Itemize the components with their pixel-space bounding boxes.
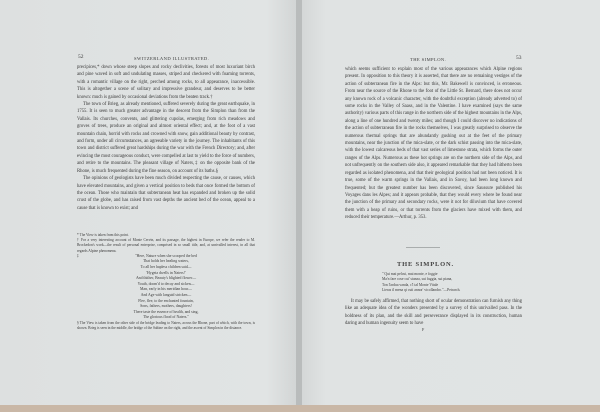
page-number: 53 — [516, 55, 522, 61]
running-head: SWITZERLAND ILLUSTRATED. — [134, 56, 210, 61]
epigraph-line: Lieras il mena qi cuti annor' vicollandro."—Petrarch. — [382, 287, 461, 292]
poem-line: The glorious flood of Naters." — [143, 315, 189, 320]
poem-line: Flee, flee, to the enchanted fountain, — [138, 298, 194, 303]
page-number: 52 — [78, 54, 84, 60]
poem-line: Man, early in his meridian hour— — [140, 287, 192, 292]
epigraph-line: Ton l'ardua vanda, c'l tal Monte Vitale — [382, 282, 439, 287]
paragraph: The town of Brieg, as already mentioned, suffered severely during the great earthquake, in 1755. It is seen to much greater advantage in the descent from the Simplon than from the Vallais. Its churches, convents, and glittering cupolas, emerging from rich meadows and groves of trees, produce an original and almost oriental effect; and, at the foot of a vast mountain chain, horrid with rocks and crowned with snow, gain additional beauty by contrast, and form, under all circumstances, an agreeable variety in the journey. The inhabitants of this town and district suffered great hardships during the war with the French Directory; and, after evincing the most courageous conduct, were compelled at last to yield to the force of numbers, and retire to the mountains. The pleasant village of Naters,‡ on the opposite bank of the Rhone, is much frequented during the fine season, on account of its baths.§ — [77, 102, 255, 174]
poem-line: "Here, Nature when she scooped the bed — [135, 253, 197, 258]
poem-line: That holds her healing waters, — [143, 259, 189, 264]
signature-mark: F — [422, 327, 425, 332]
poem-line: Sons, fathers, mothers, daughters! — [140, 304, 192, 309]
right-page — [302, 0, 600, 405]
poem-line: 'Hygeia dwells in Naters!' — [146, 270, 186, 275]
epigraph-line: Ma'n fare cose cui' stanza, sui fuggia, sui piana, — [382, 277, 453, 282]
poem-line: And Age with languid stricken— — [140, 292, 192, 297]
footnote: † For a very interesting account of Monte Cervin, and its passage, the highest in Europe, we refer the reader to M. Brockedon's work—the result of personal enterprise, comprised in so small title, and, at unrivalled interest, in all that regards Alpine phenomena. — [77, 238, 255, 253]
poem-line: Youth, doom'd to decay and sicken— — [137, 281, 195, 286]
poem-line: To all her hapless children said— — [140, 265, 192, 269]
footnote: * The View is taken from this point. — [77, 233, 129, 237]
paragraph: which seems sufficient to explain most of the various appearances which Alpine regions present. In opposition to this theory it is asserted, that there are no remaining vestiges of the action of subterranean fire in the Alps: but this, Mr. Bakewell is convinced, is erroneous. From near the source of the Rhone to the foot of the Little St. Bernard, there does not occur any known rock of a volcanic character, with the doubtful exception (already adverted to) of some rocks in the Valley of Saass, and in the Valentine. I have examined (says the same authority) various parts of this range in the northern side of the highest mountains in the Alps, along a line of one hundred and twenty miles; and though I could discover no indications of the action of subterranean fire in the rocks themselves, I was greatly surprised to observe the numerous thermal springs that are abundantly gushing out at the feet of the primary mountains, near the junction of the mica-slate, or the dark schist passing into the mica-slate, with the lowest calcareous beds of that vast series of limestone strata, which forms the outer ranges of the Alps. Numerous as these hot springs are on the northern side of the Alps, and not unfrequently on the southern side also, it appeared remarkable that they had hitherto been regarded as isolated phenomena, and that their geological position had not been noticed. It is true, some of the warm springs in the Vallais, and in Savoy, had been long known and frequented; but the greatest number has been discovered, since Saussure published his Voyages dans les Alpes; and it appears probable, that they would every where be found near the junction of the primary and secondary rocks, were it not for diluvium that have covered them with a heap of ruins, or that torrents from the glaciers have mixed with them, and reduced their temperature.—Arthur, p. 353. — [345, 67, 522, 221]
paragraph: It may be safely affirmed, that nothing short of ocular demonstration can furnish any thing like an adequate idea of the wonders presented by a survey of this unrivalled pass. In the boldness of its plan, and the skill and perseverance displayed in its construction, human daring and human ingenuity seem to have — [345, 299, 522, 327]
poem-line: There taste the essence of health, and sing, — [133, 309, 199, 314]
body-text — [77, 64, 255, 212]
footnotes: * The View is taken from this point. † For a very interesting account of Monte Cervin, and its passage, the highest in Europe, we refer the reader to M. Brockedon's work—the result of personal enterprise, comprised in so small title, and, at unrivalled interest, in all that regards Alpine phenomena. ‡ "Here, Nature when she scooped the bed That holds her healing waters, To all her hapless children said— 'Hygeia dwells in Naters!' And thither, Beauty's blighted flower— Youth, doom'd to decay and sicken— Man, early in his meridian hour— And Age with languid stricken— Flee, flee, to the enchanted fountain, Sons, fathers, mothers, daughters! There taste the essence of health, and sing, The glorious flood of Naters." § The View is taken from the other side of the bridge leading to Naters, across the Rhone, part of which, with the town, is shown. Brieg is seen in the middle, the bridge of the Saltine on the right, and the ascent of Simplon in the distance. — [77, 233, 255, 331]
running-head: THE SIMPLON. — [410, 57, 447, 62]
poem-line: And thither, Beauty's blighted flower— — [135, 276, 197, 281]
paragraph: The opinions of geologists have been much divided respecting the cause, or causes, which have elevated mountains, and given a vertical position to beds that once formed the bottom of the ocean. Those who maintain that subterranean heat has expanded and broken up the solid crust of the globe, and has raised from vast depths the ancient bed of the ocean, appeal to a cause that is known to exist; and — [77, 176, 255, 211]
body-text — [345, 66, 522, 222]
section-divider — [406, 247, 440, 248]
epigraph-line: " Qui mai pelosi, mai monte, e foggie — [382, 272, 438, 276]
epigraph — [382, 272, 460, 293]
footnote-poem — [77, 254, 255, 321]
section-title: THE SIMPLON. — [397, 261, 454, 268]
left-page — [0, 0, 296, 405]
body-text-2 — [345, 298, 522, 328]
table-edge — [0, 405, 600, 412]
footnote: § The View is taken from the other side of the bridge leading to Naters, across the Rhone, part of which, with the town, is shown. Brieg is seen in the middle, the bridge of the Saltine on the right, and the ascent of Simplon in the distance. — [77, 320, 255, 331]
paragraph: precipices,* down whose steep slopes and rocky declivities, forests of most luxuriant birch and pine waved in soft and undulating masses, striped and checkered with foaming torrents, with a romantic village on the right, perched among rocks, to all appearance, inaccessible. This is altogether a scene of solitary and impressive grandeur, and deserves to be better known: much is gained by occasional deviations from the beaten track.† — [77, 65, 255, 100]
